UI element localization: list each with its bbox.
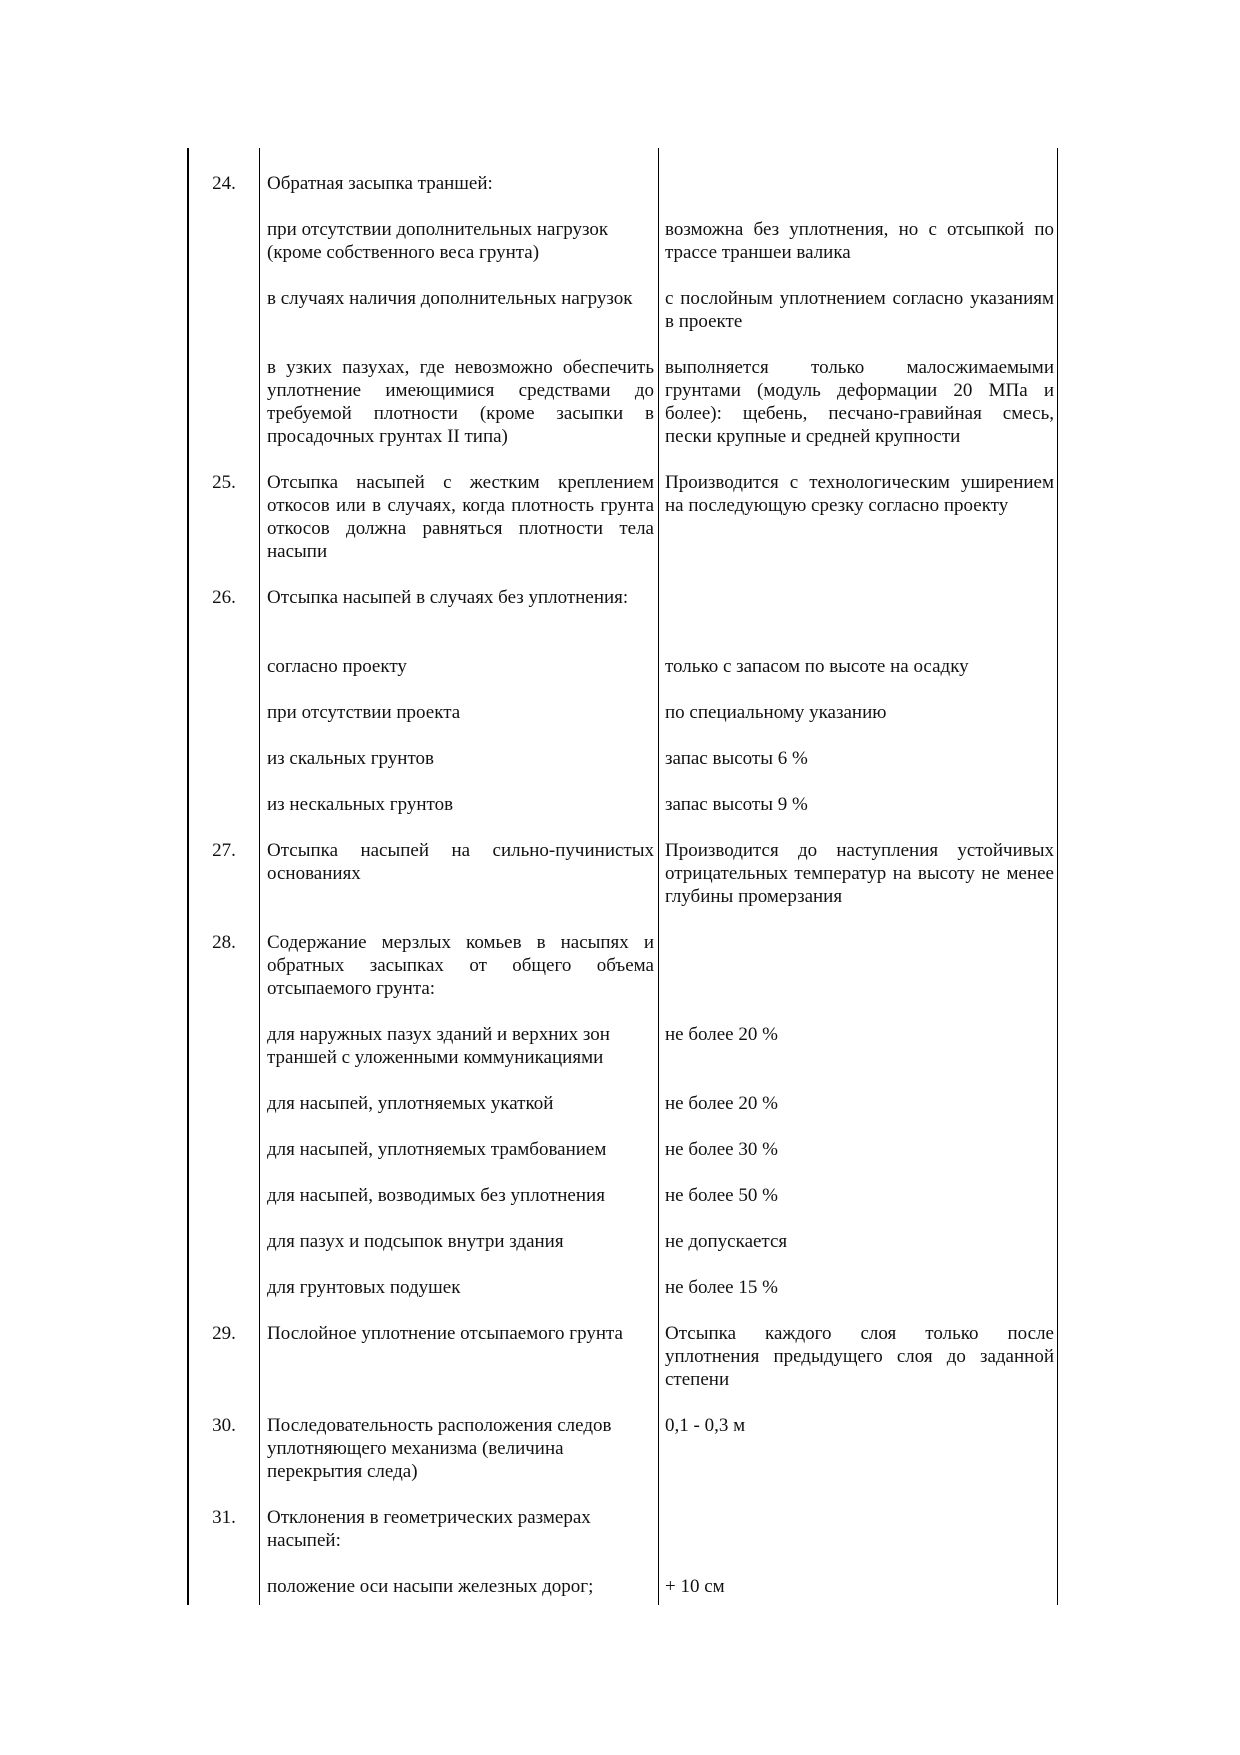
requirement-text: для грунтовых подушек	[267, 1277, 461, 1298]
value-text: выполняется только малосжимаемыми грунтами (модуль деформации 20 МПа и более): щебень, песчано-гравийная смесь, пески крупные и средней крупности	[665, 357, 1054, 447]
requirement-text: согласно проекту	[267, 656, 407, 677]
value-text: не более 30 %	[665, 1139, 778, 1160]
requirement-text: Последовательность расположения следов уплотняющего механизма (величина перекрытия следа)	[267, 1415, 612, 1482]
requirement-text: Послойное уплотнение отсыпаемого грунта	[267, 1323, 623, 1344]
requirement-text: для наружных пазух зданий и верхних зон траншей с уложенными коммуникациями	[267, 1024, 610, 1068]
row-number: 25.	[212, 472, 236, 493]
value-text: возможна без уплотнения, но с отсыпкой по трассе траншеи валика	[665, 219, 1054, 263]
requirement-text: Обратная засыпка траншей:	[267, 173, 493, 194]
value-text: с послойным уплотнением согласно указаниям в проекте	[665, 288, 1054, 332]
requirement-text: для пазух и подсыпок внутри здания	[267, 1231, 564, 1252]
row-number: 31.	[212, 1507, 236, 1528]
requirement-text: для насыпей, уплотняемых укаткой	[267, 1093, 554, 1114]
specification-table	[187, 148, 1058, 1605]
value-text: запас высоты 6 %	[665, 748, 808, 769]
requirement-text: из скальных грунтов	[267, 748, 434, 769]
value-text: не более 15 %	[665, 1277, 778, 1298]
column-divider-number	[259, 148, 260, 1605]
requirement-text: при отсутствии проекта	[267, 702, 461, 723]
requirement-text: Отклонения в геометрических размерах насыпей:	[267, 1507, 591, 1551]
column-divider-value	[658, 148, 659, 1605]
requirement-text: Содержание мерзлых комьев в насыпях и обратных засыпках от общего объема отсыпаемого грунта:	[267, 932, 654, 999]
value-text: не более 50 %	[665, 1185, 778, 1206]
row-number: 26.	[212, 587, 236, 608]
value-text: по специальному указанию	[665, 702, 887, 723]
requirement-text: Отсыпка насыпей с жестким креплением откосов или в случаях, когда плотность грунта откосов должна равняться плотности тела насыпи	[267, 472, 654, 562]
row-number: 29.	[212, 1323, 236, 1344]
requirement-text: Отсыпка насыпей на сильно-пучинистых основаниях	[267, 840, 654, 884]
row-number: 28.	[212, 932, 236, 953]
requirement-text: для насыпей, возводимых без уплотнения	[267, 1185, 605, 1206]
requirement-text: из нескальных грунтов	[267, 794, 454, 815]
requirement-text: в случаях наличия дополнительных нагрузок	[267, 288, 633, 309]
value-text: только с запасом по высоте на осадку	[665, 656, 969, 677]
value-text: 0,1 - 0,3 м	[665, 1415, 746, 1436]
value-text: Отсыпка каждого слоя только после уплотнения предыдущего слоя до заданной степени	[665, 1323, 1054, 1390]
value-text: запас высоты 9 %	[665, 794, 808, 815]
row-number: 24.	[212, 173, 236, 194]
requirement-text: Отсыпка насыпей в случаях без уплотнения:	[267, 587, 629, 608]
row-number: 27.	[212, 840, 236, 861]
value-text: Производится с технологическим уширением на последующую срезку согласно проекту	[665, 472, 1054, 516]
value-text: не более 20 %	[665, 1093, 778, 1114]
requirement-text: для насыпей, уплотняемых трамбованием	[267, 1139, 607, 1160]
row-number: 30.	[212, 1415, 236, 1436]
requirement-text: в узких пазухах, где невозможно обеспечить уплотнение имеющимися средствами до требуемой плотности (кроме засыпки в просадочных грунтах II типа)	[267, 357, 654, 447]
value-text: не более 20 %	[665, 1024, 778, 1045]
requirement-text: положение оси насыпи железных дорог;	[267, 1576, 594, 1597]
value-text: Производится до наступления устойчивых отрицательных температур на высоту не менее глубины промерзания	[665, 840, 1054, 907]
value-text: + 10 см	[665, 1576, 725, 1597]
value-text: не допускается	[665, 1231, 788, 1252]
requirement-text: при отсутствии дополнительных нагрузок (кроме собственного веса грунта)	[267, 219, 609, 263]
